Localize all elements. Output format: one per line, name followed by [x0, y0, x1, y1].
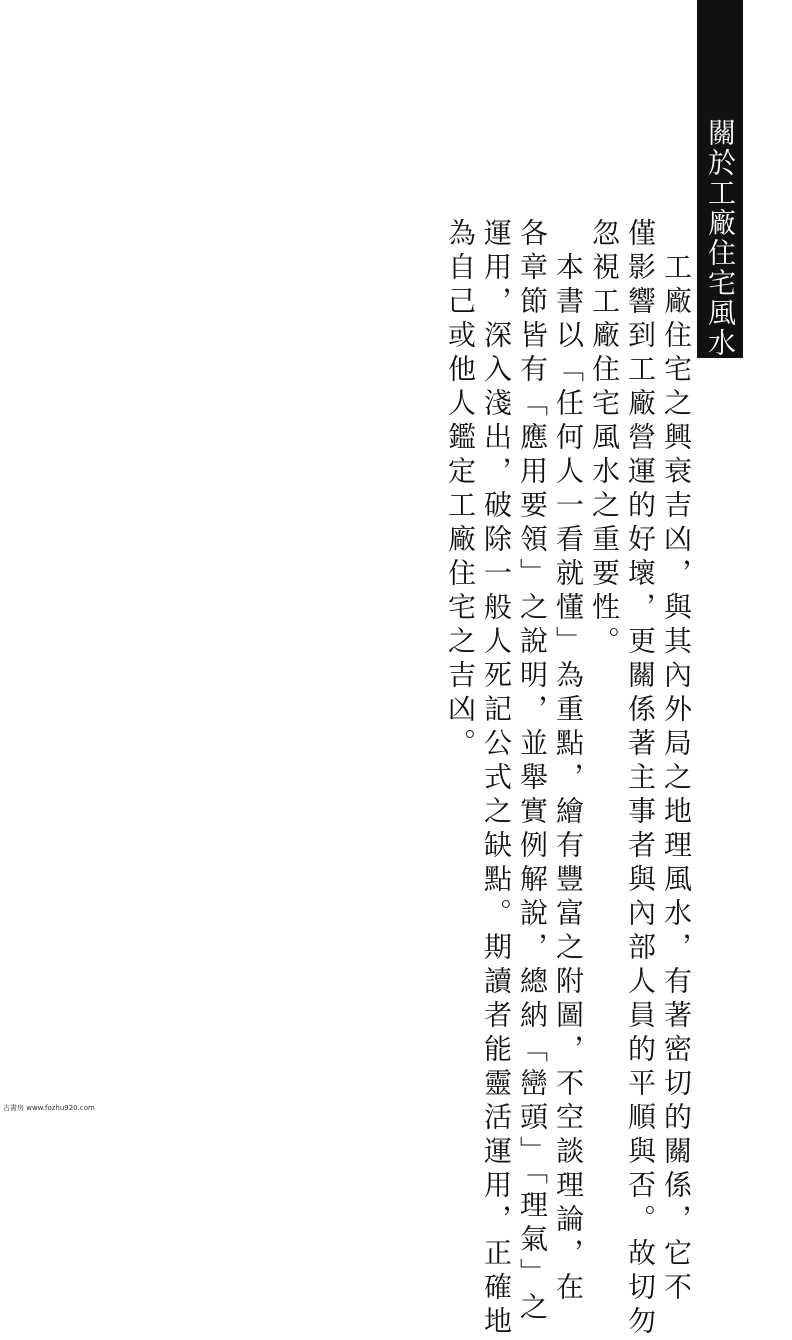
- body-column-6: 運用，深入淺出，破除一般人死記公式之缺點。期讀者能靈活運用，正確地: [480, 218, 513, 1340]
- body-column-3: 忽視工廠住宅風水之重要性。: [588, 218, 621, 660]
- chapter-title: 關於工廠住宅風水學: [658, 118, 737, 358]
- body-column-7: 為自己或他人鑑定工廠住宅之吉凶。: [444, 218, 477, 762]
- body-column-2: 僅影響到工廠營運的好壞，更關係著主事者與內部人員的平順與否。故切勿: [624, 218, 657, 1340]
- body-column-1: 工廠住宅之興衰吉凶，與其內外局之地理風水，有著密切的關係，它不: [660, 218, 693, 1306]
- body-column-4: 本書以「任何人一看就懂」為重點，繪有豐富之附圖，不空談理論，在: [552, 218, 585, 1306]
- footer-watermark: 古書房 www.fozhu920.com: [3, 1104, 95, 1112]
- chapter-title-bar: [658, 0, 743, 358]
- body-column-5: 各章節皆有「應用要領」之說明，並舉實例解說，總納「巒頭」「理氣」之: [516, 218, 549, 1326]
